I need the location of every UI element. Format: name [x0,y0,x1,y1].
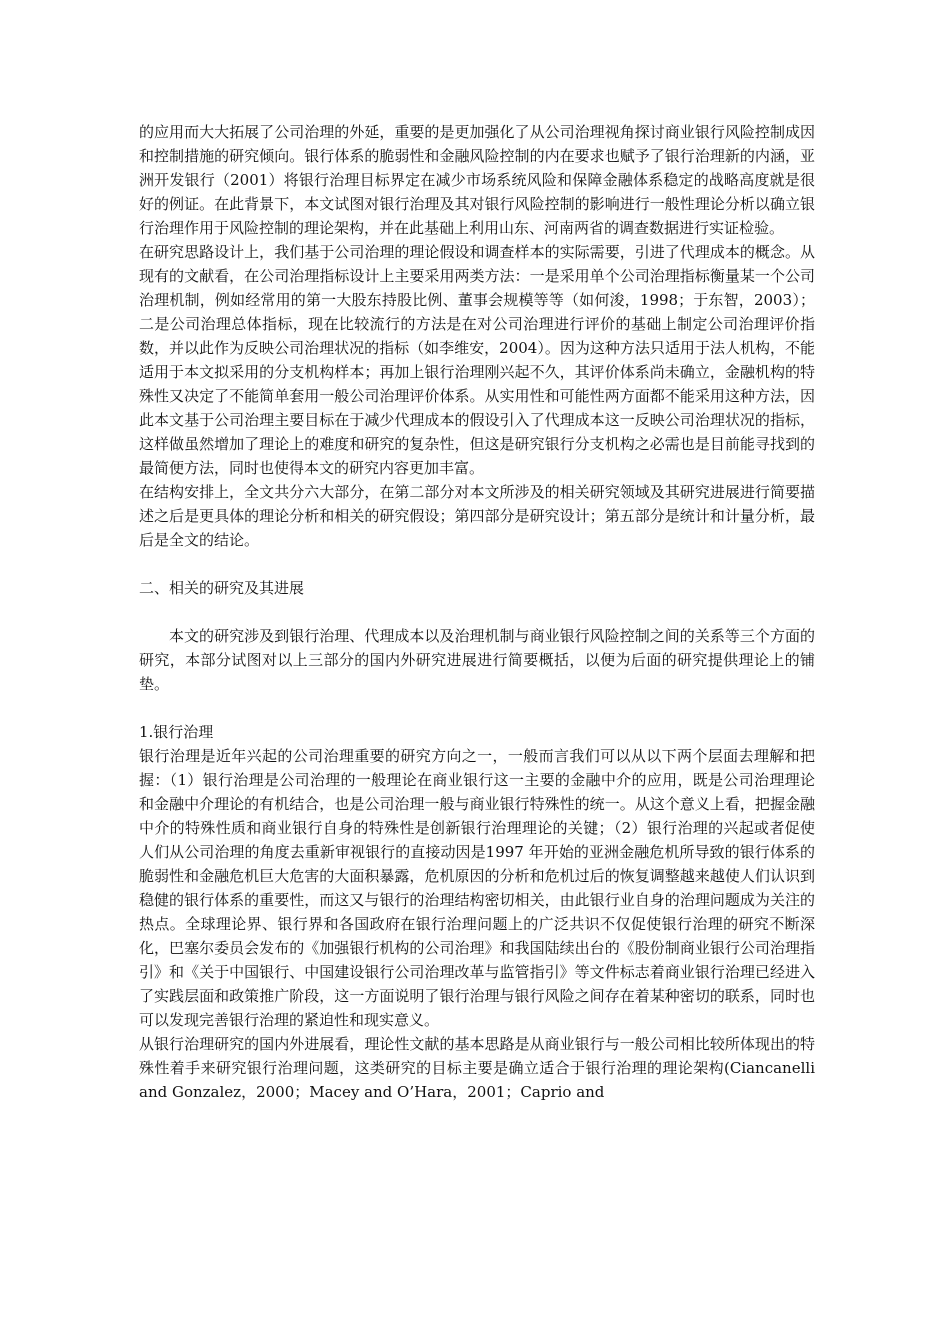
subsection-1-heading: 1.银行治理 [139,723,214,741]
spacer [139,552,815,576]
intro-paragraph-2: 在研究思路设计上，我们基于公司治理的理论假设和调查样本的实际需要，引进了代理成本的概念。从现有的文献看，在公司治理指标设计上主要采用两类方法：一是采用单个公司治理指标衡量某一个公司治理机制，例如经常用的第一大股东持股比例、董事会规模等等（如何浚，1998；于东智，2003）；二是公司治理总体指标，现在比较流行的方法是在对公司治理进行评价的基础上制定公司治理评价指数，并以此作为反映公司治理状况的指标（如李维安，2004）。因为这种方法只适用于法人机构，不能适用于本文拟采用的分支机构样本；再加上银行治理刚兴起不久，其评价体系尚未确立，金融机构的特殊性又决定了不能简单套用一般公司治理评价体系。从实用性和可能性两方面都不能采用这种方法，因此本文基于公司治理主要目标在于减少代理成本的假设引入了代理成本这一反映公司治理状况的指标，这样做虽然增加了理论上的难度和研究的复杂性，但这是研究银行分支机构之必需也是目前能寻找到的最简便方法，同时也使得本文的研究内容更加丰富。 [139,243,815,477]
spacer [139,696,815,720]
intro-paragraph-3: 在结构安排上，全文共分六大部分，在第二部分对本文所涉及的相关研究领域及其研究进展进行简要描述之后是更具体的理论分析和相关的研究假设；第四部分是研究设计；第五部分是统计和计量分析，最后是全文的结论。 [139,483,815,549]
section-2-lead-paragraph: 本文的研究涉及到银行治理、代理成本以及治理机制与商业银行风险控制之间的关系等三个方面的研究，本部分试图对以上三部分的国内外研究进展进行简要概括，以便为后面的研究提供理论上的铺垫。 [139,627,815,693]
document-page [139,120,815,1104]
subsection-1-paragraph-2: 从银行治理研究的国内外进展看，理论性文献的基本思路是从商业银行与一般公司相比较所体现出的特殊性着手来研究银行治理问题，这类研究的目标主要是确立适合于银行治理的理论架构(Ciancanelli and Gonzalez，2000；Macey and O’Hara，2001；Caprio and [139,1035,815,1101]
subsection-1-paragraph-1: 银行治理是近年兴起的公司治理重要的研究方向之一，一般而言我们可以从以下两个层面去理解和把握：（1）银行治理是公司治理的一般理论在商业银行这一主要的金融中介的应用，既是公司治理理论和金融中介理论的有机结合，也是公司治理一般与商业银行特殊性的统一。从这个意义上看，把握金融中介的特殊性质和商业银行自身的特殊性是创新银行治理理论的关键；（2）银行治理的兴起或者促使人们从公司治理的角度去重新审视银行的直接动因是1997 年开始的亚洲金融危机所导致的银行体系的脆弱性和金融危机巨大危害的大面积暴露，危机原因的分析和危机过后的恢复调整越来越使人们认识到稳健的银行体系的重要性，而这又与银行的治理结构密切相关，由此银行业自身的治理问题成为关注的热点。全球理论界、银行界和各国政府在银行治理问题上的广泛共识不仅促使银行治理的研究不断深化，巴塞尔委员会发布的《加强银行机构的公司治理》和我国陆续出台的《股份制商业银行公司治理指引》和《关于中国银行、中国建设银行公司治理改革与监管指引》等文件标志着商业银行治理已经进入了实践层面和政策推广阶段，这一方面说明了银行治理与银行风险之间存在着某种密切的联系，同时也可以发现完善银行治理的紧迫性和现实意义。 [139,747,815,1029]
section-2-heading: 二、相关的研究及其进展 [139,579,305,597]
spacer [139,600,815,624]
intro-paragraph-1: 的应用而大大拓展了公司治理的外延，重要的是更加强化了从公司治理视角探讨商业银行风险控制成因和控制措施的研究倾向。银行体系的脆弱性和金融风险控制的内在要求也赋予了银行治理新的内涵，亚洲开发银行（2001）将银行治理目标界定在减少市场系统风险和保障金融体系稳定的战略高度就是很好的例证。在此背景下，本文试图对银行治理及其对银行风险控制的影响进行一般性理论分析以确立银行治理作用于风险控制的理论架构，并在此基础上利用山东、河南两省的调查数据进行实证检验。 [139,123,815,237]
